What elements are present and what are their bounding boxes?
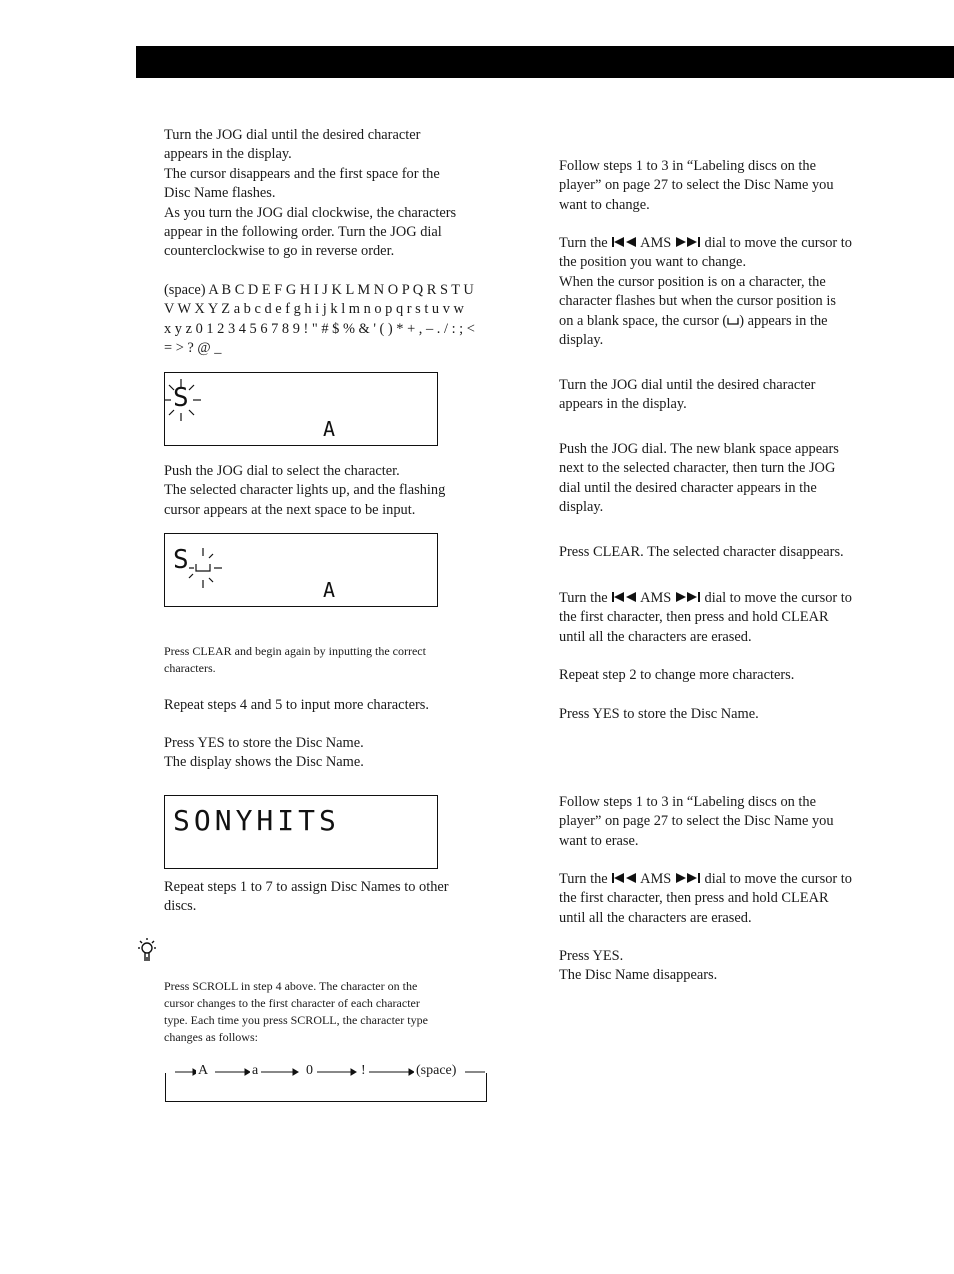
change-step-1: Follow steps 1 to 3 in “Labeling discs on the player” on page 27 to select the Disc Name you want to change.	[559, 158, 834, 213]
lcd-indicator: A	[323, 417, 336, 441]
change-step-4: Push the JOG dial. The new blank space appears next to the selected character, then turn the JOG dial until the desired character appears in the display.	[559, 441, 839, 516]
next-track-icon	[675, 872, 701, 884]
lcd-display-3	[164, 795, 438, 869]
next-track-icon	[675, 236, 701, 248]
lcd-display-2	[164, 533, 438, 607]
lcd-display-1	[164, 372, 438, 446]
step-5-text: Push the JOG dial to select the character. The selected character lights up, and the flashing cursor appears at the next space to be input.	[164, 463, 446, 518]
change-step-8: Press YES to store the Disc Name.	[559, 706, 759, 722]
lcd-disc-name: SONYHITS	[173, 804, 340, 837]
lcd-char: S	[173, 383, 189, 413]
cycle-item: (space)	[416, 1063, 457, 1078]
change-step-6: Turn the AMS dial to move the cursor to the first character, then press and hold CLEAR until all the characters are erased.	[559, 590, 852, 645]
erase-step-2: Turn the AMS dial to move the cursor to the first character, then press and hold CLEAR until all the characters are erased.	[559, 871, 852, 926]
lightbulb-icon	[136, 937, 158, 963]
prev-track-icon	[611, 236, 637, 248]
cursor-flash-icon	[165, 534, 437, 606]
scroll-cycle-sequence	[165, 1063, 485, 1083]
step-7-text: Press YES to store the Disc Name. The display shows the Disc Name.	[164, 735, 364, 771]
lcd-indicator: A	[323, 578, 336, 602]
step-6-text: Repeat steps 4 and 5 to input more characters.	[164, 697, 429, 713]
change-step-2: Turn the AMS dial to move the cursor to the position you want to change. When the cursor position is on a character, the character flashes but when the cursor position is on a blank space, the cursor ( ) appears in the display.	[559, 235, 852, 349]
next-track-icon	[675, 591, 701, 603]
flash-rays-icon	[165, 373, 437, 445]
step-8-text: Repeat steps 1 to 7 to assign Disc Names to other discs.	[164, 879, 449, 915]
cursor-icon	[727, 316, 739, 326]
step-4-text: Turn the JOG dial until the desired character appears in the display. The cursor disappears and the first space for the Disc Name flashes. As you turn the JOG dial clockwise, the characters appear in the following order. Turn the JOG dial counterclockwise to go in reverse order.	[164, 127, 457, 260]
erase-step-1: Follow steps 1 to 3 in “Labeling discs on the player” on page 27 to select the Disc Name you want to erase.	[559, 794, 834, 849]
prev-track-icon	[611, 872, 637, 884]
change-step-7: Repeat step 2 to change more characters.	[559, 667, 795, 683]
lcd-char: S	[173, 545, 189, 575]
mistake-note: Press CLEAR and begin again by inputting the correct characters.	[164, 644, 426, 675]
cycle-item: a	[252, 1063, 259, 1078]
change-step-3: Turn the JOG dial until the desired character appears in the display.	[559, 377, 816, 413]
prev-track-icon	[611, 591, 637, 603]
cycle-item: 0	[306, 1063, 313, 1078]
change-step-5: Press CLEAR. The selected character disappears.	[559, 544, 844, 560]
erase-step-3: Press YES. The Disc Name disappears.	[559, 948, 718, 984]
header-bar	[136, 46, 954, 78]
tip-text: Press SCROLL in step 4 above. The character on the cursor changes to the first character of each character type. Each time you press SCROLL, the character type changes as follows:	[164, 979, 428, 1044]
character-order-list: (space) A B C D E F G H I J K L M N O P Q R S T U V W X Y Z a b c d e f g h i j k l m n o p q r s t u v w x y z 0 1 2 3 4 5 6 7 8 9 ! " # $ % & ' ( ) * + , – . / : ; < = > ? @ _	[164, 282, 475, 357]
cycle-item: !	[361, 1063, 366, 1078]
cycle-item: A	[198, 1063, 209, 1078]
